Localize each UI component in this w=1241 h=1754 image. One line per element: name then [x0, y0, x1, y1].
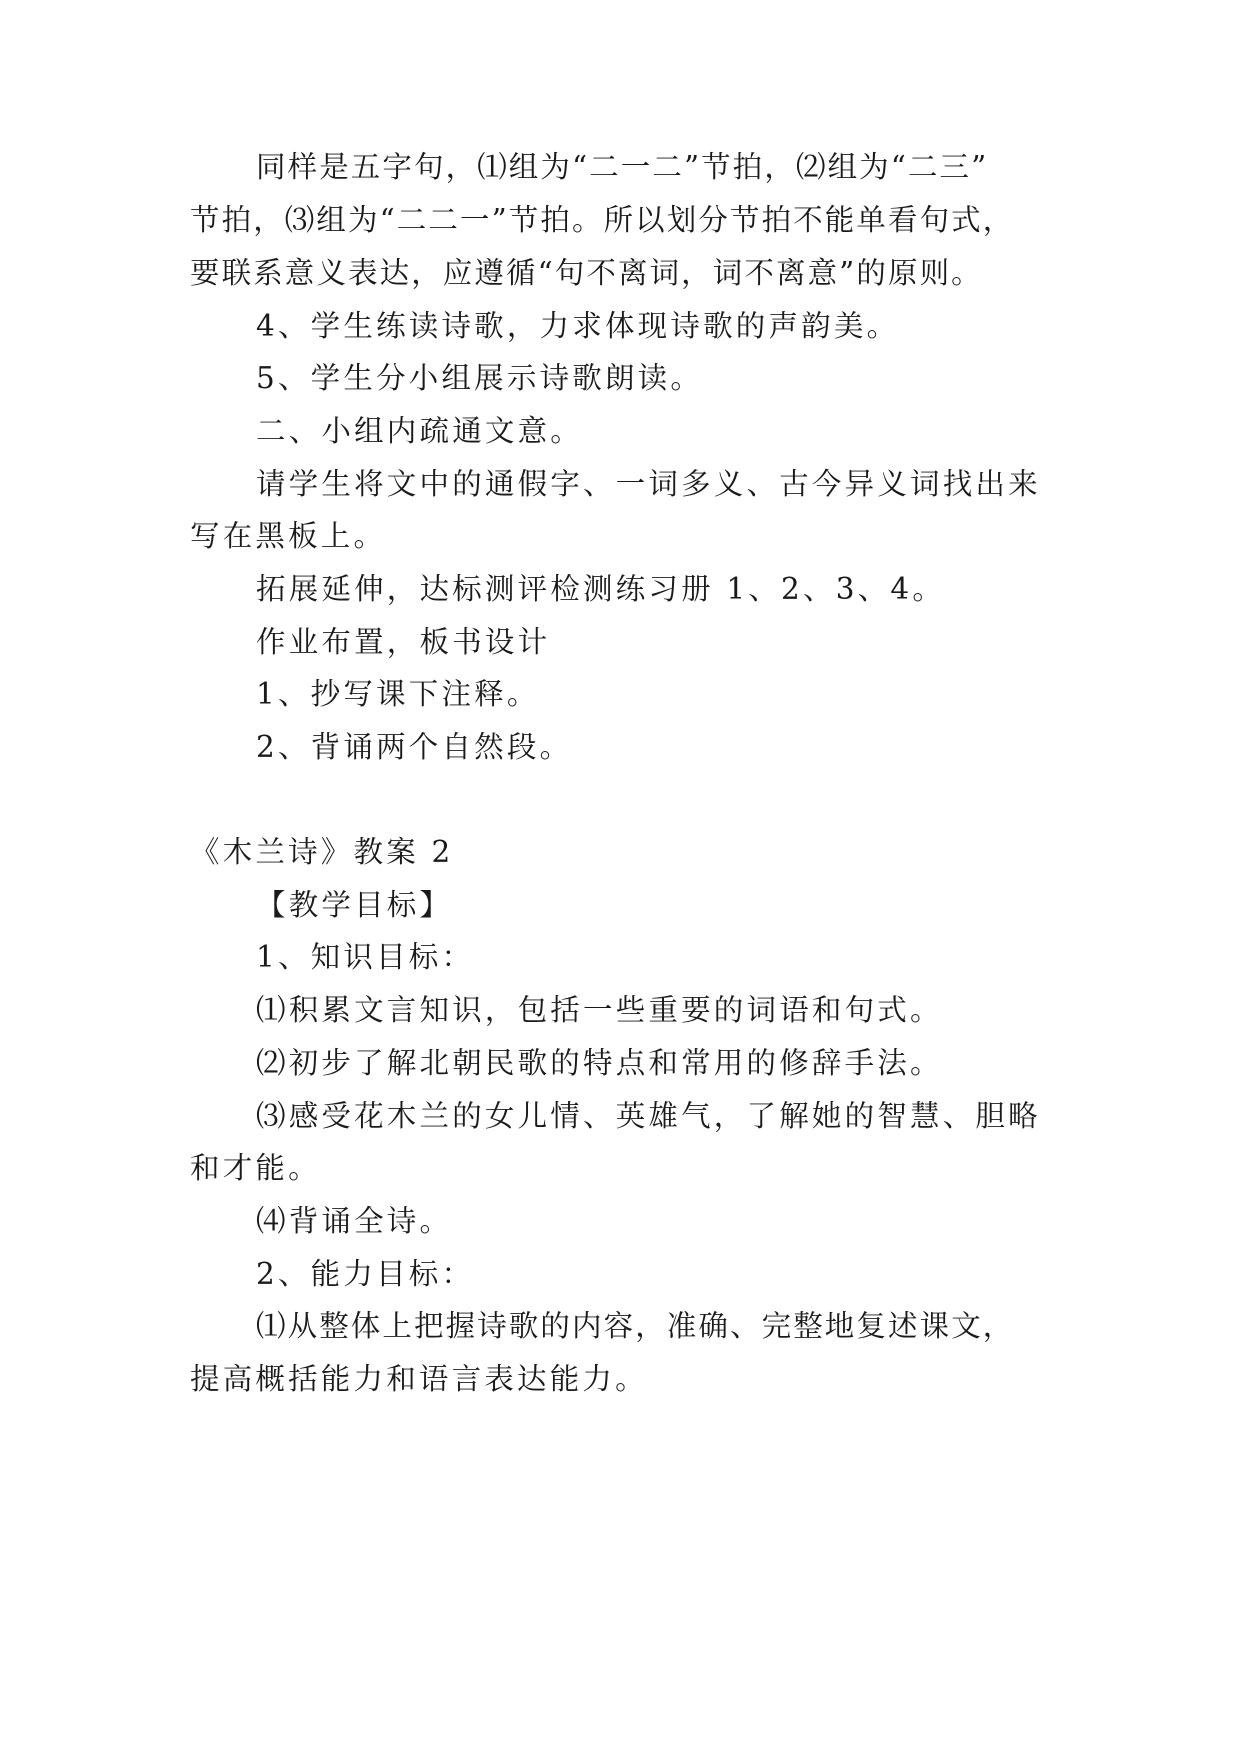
paragraph-line: 1、抄写课下注释。	[256, 677, 540, 711]
paragraph-line: 2、背诵两个自然段。	[256, 730, 573, 764]
paragraph-line: 提高概括能力和语言表达能力。	[190, 1362, 648, 1396]
paragraph-line: 要联系意义表达，应遵循“句不离词，词不离意”的原则。	[190, 256, 983, 290]
section-subheading: 【教学目标】	[256, 888, 453, 922]
paragraph-line: 写在黑板上。	[190, 519, 387, 553]
paragraph-line: ⑷背诵全诗。	[256, 1204, 453, 1238]
paragraph-line: ⑶感受花木兰的女儿情、英雄气，了解她的智慧、胆略	[256, 1099, 1041, 1133]
paragraph-line: ⑴积累文言知识，包括一些重要的词语和句式。	[256, 993, 943, 1027]
paragraph-line: 1、知识目标：	[256, 940, 475, 974]
paragraph-line: 拓展延伸，达标测评检测练习册 1、2、3、4。	[256, 572, 946, 606]
paragraph-line: 4、学生练读诗歌，力求体现诗歌的声韵美。	[256, 309, 900, 343]
section-title: 《木兰诗》教案 2	[190, 835, 454, 869]
paragraph-line: 和才能。	[190, 1151, 321, 1185]
paragraph-line: 同样是五字句，⑴组为“二一二”节拍，⑵组为“二三”	[256, 150, 989, 184]
paragraph-line: 2、能力目标：	[256, 1257, 475, 1291]
paragraph-line: 二、小组内疏通文意。	[256, 414, 584, 448]
paragraph-line: 作业布置，板书设计	[256, 625, 551, 659]
paragraph-line: 请学生将文中的通假字、一词多义、古今异义词找出来	[256, 467, 1041, 501]
paragraph-line: ⑴从整体上把握诗歌的内容，准确、完整地复述课文，	[256, 1309, 1015, 1343]
paragraph-line: 5、学生分小组展示诗歌朗读。	[256, 361, 704, 395]
paragraph-line: 节拍，⑶组为“二二一”节拍。所以划分节拍不能单看句式，	[190, 203, 1015, 237]
paragraph-line: ⑵初步了解北朝民歌的特点和常用的修辞手法。	[256, 1046, 943, 1080]
